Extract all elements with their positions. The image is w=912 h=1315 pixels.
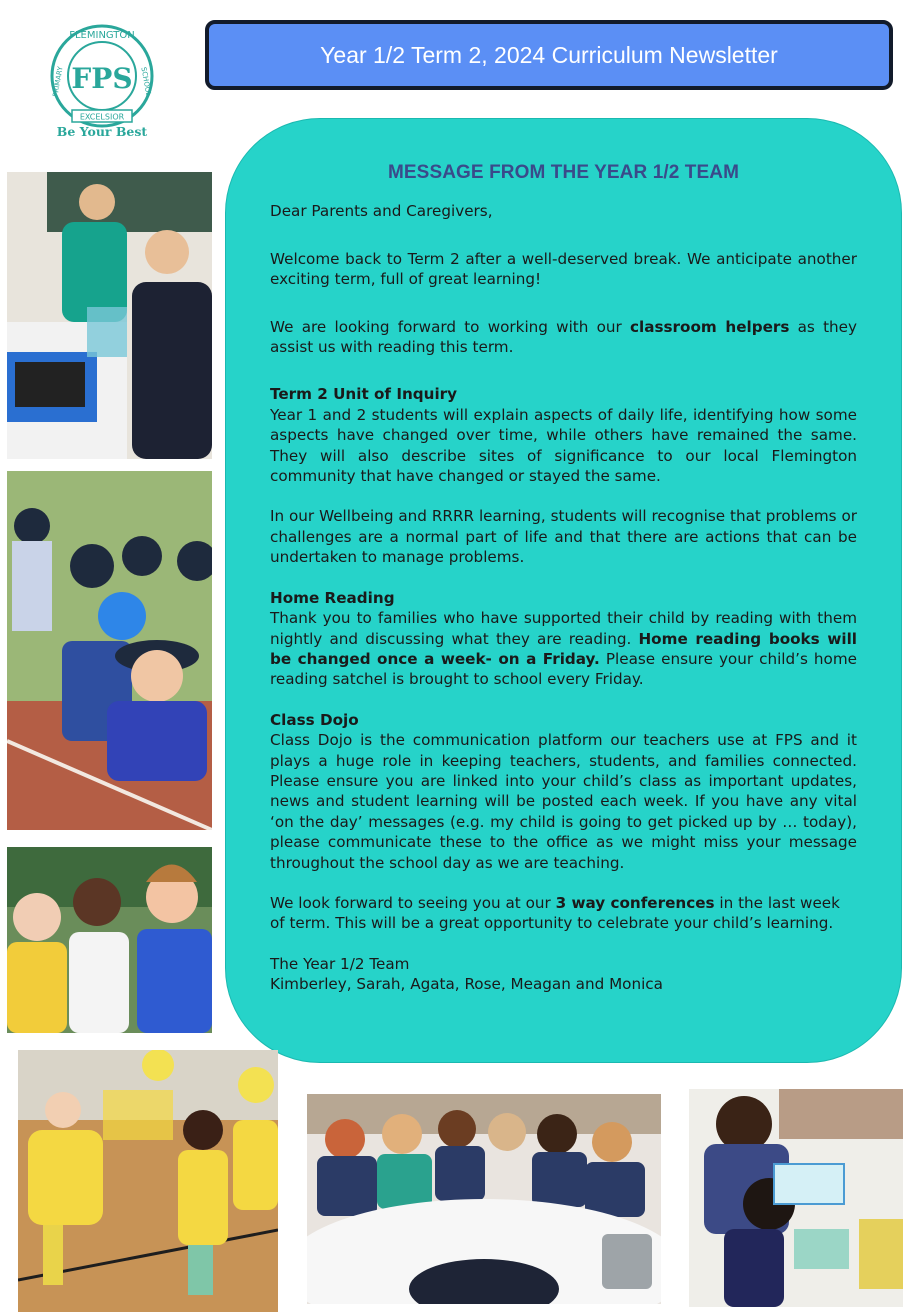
school-motto: Be Your Best — [56, 124, 148, 139]
message-title: MESSAGE FROM THE YEAR 1/2 TEAM — [387, 162, 740, 183]
reading-heading: Home Reading — [270, 588, 395, 607]
dojo-paragraph: Class Dojo is the communication platform our teachers use at FPS and it plays a huge role in keeping teachers, students, and families connected. Please ensure you are linked into your child’s class as important updates, news and student learning will be posted each week. If you have any vital ‘on the day’ messages (e.g. my child is going to get picked up by … today), please communicate these to the office as we might miss your message throughout the school day as we are teaching. — [270, 731, 857, 872]
greeting: Dear Parents and Caregivers, — [270, 202, 493, 221]
photo-students-hall — [18, 1050, 278, 1312]
logo-ring-bottom: EXCELSIOR — [79, 112, 125, 122]
signoff: The Year 1/2 Team — [270, 954, 410, 973]
logo-monogram: FPS — [71, 62, 133, 95]
logo-ring-right: SCHOOL — [139, 66, 153, 97]
helpers-paragraph: We are looking forward to working with our classroom helpers as they assist us with reading this term. — [270, 317, 857, 357]
photo-students-building — [7, 172, 212, 459]
newsletter-title: Year 1/2 Term 2, 2024 Curriculum Newsletter — [320, 41, 778, 68]
conferences-paragraph: We look forward to seeing you at our 3 way conferences in the last week of term. This will be a great opportunity to celebrate your child’s learning. — [270, 893, 840, 933]
logo-ring-left: PRIMARY — [51, 65, 65, 98]
helpers-emphasis: classroom helpers — [629, 317, 790, 336]
inquiry-paragraph: Year 1 and 2 students will explain aspects of daily life, identifying how some aspects have changed over time, while others have remained the same. They will also describe sites of significance to our local Flemington community that have changed or stayed the same. — [270, 405, 857, 486]
conferences-emphasis: 3 way conferences — [555, 893, 715, 912]
photo-three-students — [7, 847, 212, 1033]
team-names: Kimberley, Sarah, Agata, Rose, Meagan and Monica — [270, 975, 663, 994]
photo-students-working — [689, 1089, 903, 1307]
photo-students-outdoors — [7, 471, 212, 830]
dojo-heading: Class Dojo — [270, 710, 359, 729]
inquiry-heading: Term 2 Unit of Inquiry — [270, 385, 458, 404]
photo-class-table — [307, 1094, 661, 1304]
school-logo — [46, 22, 158, 140]
reading-emphasis: Home reading books will be changed once a week- on a Friday. — [270, 629, 857, 668]
message-panel — [225, 118, 902, 1063]
welcome-paragraph: Welcome back to Term 2 after a well-deserved break. We anticipate another exciting term, full of great learning! — [270, 249, 857, 289]
wellbeing-paragraph: In our Wellbeing and RRRR learning, students will recognise that problems or challenges are a normal part of life and that there are actions that can be undertaken to manage problems. — [270, 507, 857, 567]
newsletter-title-banner — [205, 20, 893, 90]
reading-paragraph: Thank you to families who have supported their child by reading with them nightly and discussing what they are reading. Home reading books will be changed once a week- on a Friday. Please ensure your child’s home reading satchel is brought to school every Friday. — [270, 609, 857, 689]
logo-ring-top: FLEMINGTON — [69, 30, 135, 41]
